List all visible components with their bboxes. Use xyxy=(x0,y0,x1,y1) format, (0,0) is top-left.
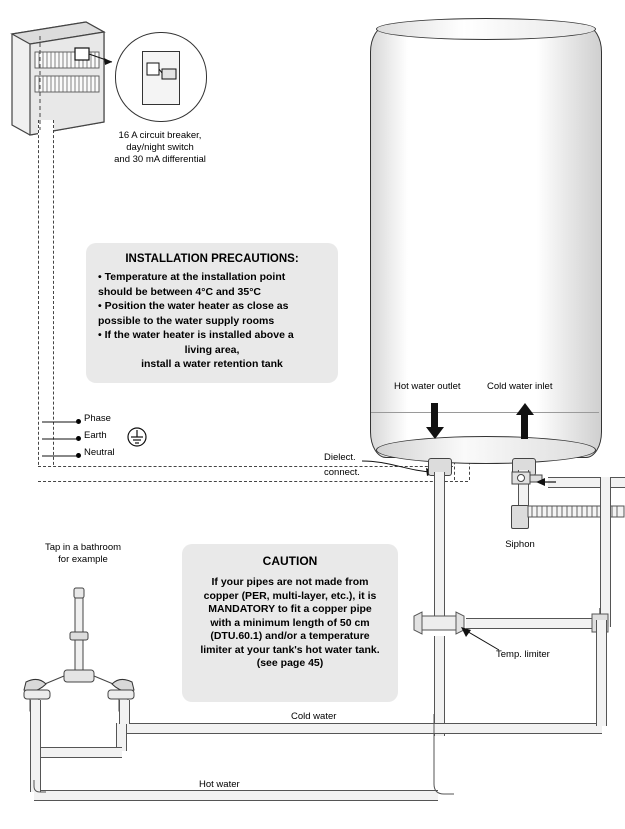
label-cold-water: Cold water xyxy=(291,711,337,722)
tap-caption-line-1: Tap in a bathroom xyxy=(44,542,122,553)
hot-water-line xyxy=(34,790,438,801)
precaution-item: install a water retention tank xyxy=(141,358,283,370)
conduit-panel-link xyxy=(30,30,50,140)
limiter-crossover-pipe xyxy=(466,618,602,629)
cold-supply-arrow-icon xyxy=(534,476,558,490)
caution-line: (DTU.60.1) and/or a temperature xyxy=(210,630,370,642)
bathroom-tap xyxy=(18,586,148,711)
tap-caption xyxy=(24,542,142,566)
precaution-item: • If the water heater is installed above a xyxy=(98,329,294,341)
label-neutral: Neutral xyxy=(84,447,115,458)
breaker-caption-line-3: and 30 mA differential xyxy=(114,154,206,165)
hot-line-left-elbow xyxy=(26,780,46,800)
breaker-caption-line-1: 16 A circuit breaker, xyxy=(118,130,202,141)
caution-line: MANDATORY to fit a copper pipe xyxy=(208,603,372,615)
caution-title: CAUTION xyxy=(262,554,318,568)
precaution-item: • Position the water heater as close as xyxy=(98,300,289,312)
cold-water-line xyxy=(120,723,602,734)
label-hot-water-outlet: Hot water outlet xyxy=(394,381,461,392)
caution-body xyxy=(194,576,386,671)
breaker-callout xyxy=(115,32,207,122)
breaker-caption-line-2: day/night switch xyxy=(126,142,194,153)
tap-caption-line-2: for example xyxy=(58,554,108,565)
label-dielectric-line2: connect. xyxy=(324,467,360,478)
precautions-list xyxy=(98,271,326,372)
tap-cold-drop xyxy=(30,700,41,746)
caution-line: with a minimum length of 50 cm xyxy=(210,616,370,629)
label-phase: Phase xyxy=(84,413,111,424)
caution-line: If your pipes are not made from xyxy=(211,576,369,588)
breaker-caption xyxy=(100,130,220,166)
precaution-item: living area, xyxy=(184,343,240,356)
tank-body xyxy=(370,26,602,458)
wire-branches xyxy=(40,415,82,460)
caution-line: limiter at your tank's hot water tank. xyxy=(200,643,380,656)
cold-supply-from-wall xyxy=(548,477,625,488)
tap-hot-drop xyxy=(119,700,130,724)
caution-line: (see page 45) xyxy=(256,657,324,669)
hot-pipe-vertical xyxy=(434,472,445,622)
tank-seam xyxy=(371,412,599,413)
label-cold-water-inlet: Cold water inlet xyxy=(487,381,553,392)
tank-top-cap xyxy=(376,18,596,40)
label-earth: Earth xyxy=(84,430,107,441)
caution-box xyxy=(182,544,398,702)
precaution-item: should be between 4°C and 35°C xyxy=(98,285,262,298)
siphon-body xyxy=(511,505,529,529)
installation-precautions-box xyxy=(86,243,338,383)
label-hot-water: Hot water xyxy=(199,779,240,790)
cold-to-tap-run xyxy=(34,747,122,758)
label-temp-limiter: Temp. limiter xyxy=(496,649,550,660)
label-dielectric-line1: Dielect. xyxy=(324,452,356,463)
precautions-title: INSTALLATION PRECAUTIONS: xyxy=(125,253,299,265)
cold-down-right xyxy=(596,620,607,726)
precaution-item: possible to the water supply rooms xyxy=(98,314,275,327)
precaution-item: • Temperature at the installation point xyxy=(98,271,286,283)
cold-riser-right xyxy=(600,477,611,627)
label-siphon: Siphon xyxy=(505,539,535,550)
electrical-panel xyxy=(8,18,103,133)
earth-symbol-icon xyxy=(126,426,148,448)
caution-line: copper (PER, multi-layer, etc.), it is xyxy=(203,589,377,602)
hot-line-elbow xyxy=(424,714,454,804)
water-heater-tank xyxy=(370,12,600,467)
